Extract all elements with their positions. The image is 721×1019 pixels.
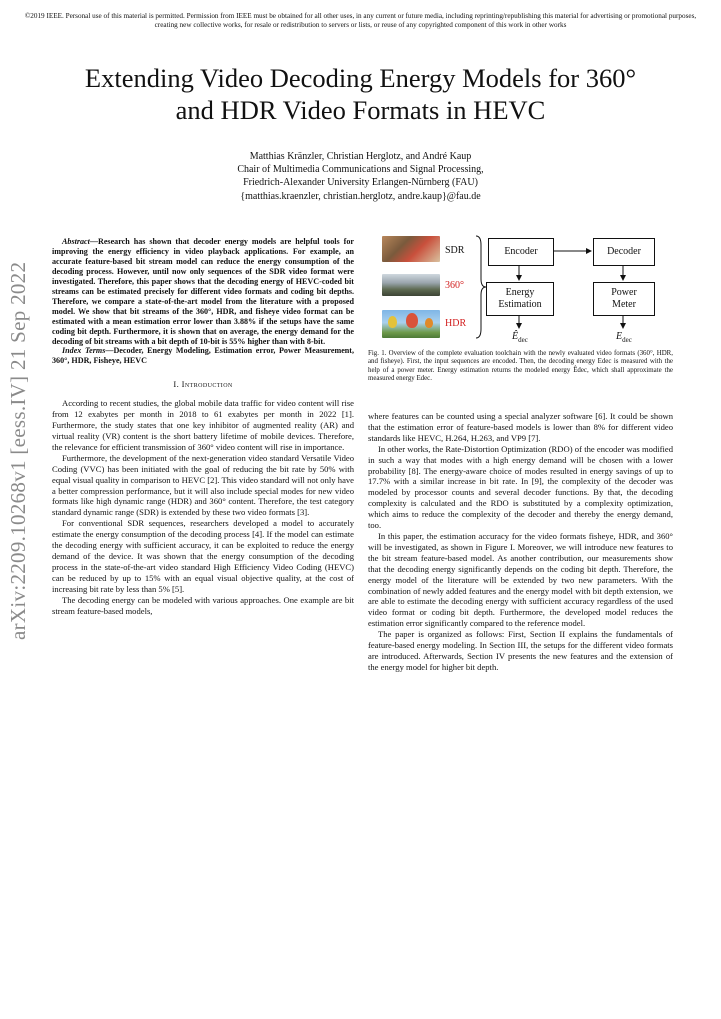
intro-paragraph-8: The paper is organized as follows: First, Section II explains the fundamentals of feature-based energy modeling. In Section III, the setups for the different video formats are introduced. Afterwards, Section IV presents the new features and the extension of the energy model for higher bit depth. — [368, 629, 673, 672]
affiliation-line-1: Chair of Multimedia Communications and Signal Processing, — [237, 164, 484, 176]
estimated-energy-symbol: Ê — [512, 331, 519, 342]
copyright-notice: ©2019 IEEE. Personal use of this material is permitted. Permission from IEEE must be obtained for all other uses, in any current or future media, including reprinting/republishing this material for advertising or promotional purposes, creating new collective works, for resale or redistribution to servers or lists, or reuse of any copyrighted component of this work in other works — [24, 12, 697, 29]
decoder-box: Decoder — [593, 238, 655, 266]
author-names: Matthias Kränzler, Christian Herglotz, and André Kaup — [249, 151, 472, 162]
encoder-box: Encoder — [488, 238, 554, 266]
power-meter-line-1: Power — [611, 287, 637, 298]
output-measured-energy — [616, 331, 632, 344]
power-meter-line-2: Meter — [612, 299, 636, 310]
index-terms — [52, 346, 354, 366]
section-heading-introduction: I. Introduction — [173, 379, 233, 390]
index-terms-text: —Decoder, Energy Modeling, Estimation error, Power Measurement, 360°, HDR, Fisheye, HEVC — [52, 346, 355, 366]
intro-paragraph-3: For conventional SDR sequences, researchers developed a model to accurately estimate the energy consumption of the decoding process [4]. If the model can estimate the decoding energy with sufficient accuracy, it can be exploited to reduce the energy demand of the device. It was shown that the energy consumption of the decoding process in the state-of-the-art video standard High Efficiency Video Coding (HEVC) can be reduced by up to 15% with an equal visual objective quality, at the cost of increasing bit rate by less than 5% [5]. — [52, 518, 354, 594]
author-block — [60, 150, 661, 203]
intro-paragraph-4: The decoding energy can be modeled with various approaches. One example are bit stream feature-based models, — [52, 594, 354, 616]
intro-paragraph-1: According to recent studies, the global mobile data traffic for video content will rise from 12 exabytes per month in 2018 to 61 exabytes per month in 2022 [1]. Furthermore, the study states that one key inhibitor of augmented reality (AR) and virtual reality (VR) content is the short battery lifetime of mobile devices. Therefore, the relevance for efficient transmission of 360° video content will rise in importance. — [52, 398, 354, 452]
abstract-lead: Abstract — [62, 237, 90, 246]
figure-caption: Fig. 1. Overview of the complete evaluation toolchain with the newly evaluated video formats (360°, HDR, and fisheye). First, the input sequences are encoded. Then, the decoding energy Edec is measured with the help of a power meter. Energy estimation returns the modeled energy Êdec, which shall approximate the measured energy Edec. — [368, 350, 673, 383]
title-line-2: and HDR Video Formats in HEVC — [175, 95, 546, 125]
energy-estimation-line-1: Energy — [505, 287, 535, 298]
label-360: 360° — [445, 280, 464, 291]
paper-title — [20, 62, 701, 126]
title-line-1: Extending Video Decoding Energy Models for 360° — [84, 63, 637, 93]
left-column — [52, 237, 354, 616]
energy-estimation-line-2: Estimation — [498, 299, 542, 310]
measured-energy-subscript: dec — [622, 336, 632, 344]
intro-paragraph-6: In other works, the Rate-Distortion Optimization (RDO) of the encoder was modified in such a way that modes with a high energy demand will be chosen with a lower probability [8]. The energy-aware choice of modes resulted in energy savings of up to 17.7% with a similar increase in bit rate. In [9], the complexity of the decoder was modeled by processor counts and several decoder functions. By that, the decoding complexity is calculated and the RDO is substituted by a complexity optimization, which aims to reduce the complexity of the decoder and thereby the energy demand, too. — [368, 443, 673, 531]
affiliation-line-2: Friedrich-Alexander University Erlangen-Nürnberg (FAU) — [243, 177, 478, 189]
author-emails: {matthias.kraenzler, christian.herglotz, andre.kaup}@fau.de — [240, 190, 481, 202]
measured-energy-symbol: E — [616, 331, 623, 342]
intro-paragraph-5: where features can be counted using a special analyzer software [6]. It could be shown that the estimation error of feature-based models is lower than 8% for different video standards like HEVC, H.264, H.263, and VP9 [7]. — [368, 411, 673, 443]
estimated-energy-subscript: dec — [518, 336, 528, 344]
abstract — [52, 237, 354, 346]
label-sdr: SDR — [445, 245, 465, 256]
arxiv-stamp: arXiv:2209.10268v1 [eess.IV] 21 Sep 2022 — [6, 261, 30, 640]
output-estimated-energy — [512, 331, 528, 344]
intro-paragraph-2: Furthermore, the development of the next-generation video standard Versatile Video Coding (VVC) has been initiated with the goal of reducing the bit rate by 50% with equal visual quality in comparison to HEVC [2]. This video standard will not only have a better compression performance, but it will also include special modes for new video formats like high dynamic range (HDR) and 360° content. Therefore, the test category standard dynamic range (SDR) is extended by these two video formats [3]. — [52, 452, 354, 518]
label-hdr: HDR — [445, 318, 467, 329]
intro-paragraph-7: In this paper, the estimation accuracy for the video formats fisheye, HDR, and 360° will be investigated, as shown in Figure I. Moreover, we will introduce new features to the bit stream feature-based model. As another contribution, our measurements show that the decoding energy significantly depends on the coding bit depth. Therefore, the energy model of the literature will be extended by two new parameters. With the combination of newly added features and the energy model with bit depth extension, we are able to estimate the decoding energy with sufficient accuracy regardless of the used video format or coding bit depth. Furthermore, the developed model reduces the estimation error significantly compared to the reference model. — [368, 530, 673, 629]
abstract-text: —Research has shown that decoder energy models are helpful tools for improving the energy efficiency in video playback applications. For example, an accurate feature-based bit stream model can reduce the energy consumption of the decoding process. However, until now only sequences of the SDR video format were investigated. Therefore, this paper shows that the decoding energy of HEVC-coded bit streams can be estimated precisely for different video formats and coding bit depths. Therefore, we compare a state-of-the-art model from the literature with a proposed model. We show that bit streams of the 360°, HDR, and fisheye video format can be estimated with a mean estimation error lower than 3.88% if the setups have the same coding bit depth. Furthermore, it is shown that on average, the energy demand for the decoding of bit streams with a bit depth of 10-bit is 55% higher than with 8-bit. — [52, 237, 354, 346]
index-terms-lead: Index Terms — [62, 346, 106, 356]
right-column — [368, 411, 673, 673]
